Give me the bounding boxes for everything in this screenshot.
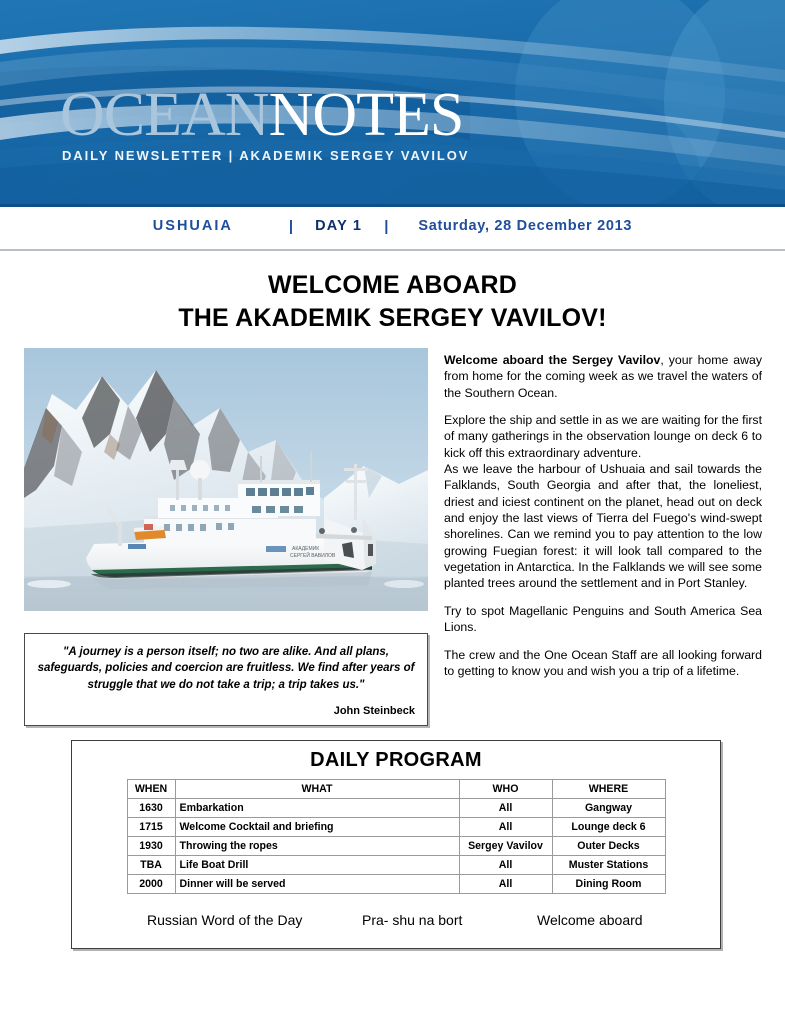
datebar-city: USHUAIA [152, 218, 233, 234]
russian-word-label: Russian Word of the Day [147, 912, 303, 928]
table-row [127, 856, 665, 875]
cell-when: TBA [127, 856, 175, 875]
cell-where: Muster Stations [552, 856, 665, 875]
datebar-separator-1: | [288, 217, 294, 235]
cell-what: Throwing the ropes [175, 837, 459, 856]
table-row [127, 799, 665, 818]
daily-program-table [127, 779, 666, 894]
column-header-what: WHAT [175, 780, 459, 799]
russian-word-transliteration: Pra- shu na bort [362, 912, 463, 928]
issue-datebar [0, 207, 785, 251]
cell-who: All [459, 799, 552, 818]
masthead-banner [0, 0, 785, 207]
logo-primary-text: OCEAN [60, 81, 269, 149]
cell-when: 1715 [127, 818, 175, 837]
quote-box [24, 633, 428, 726]
right-column [444, 348, 762, 690]
column-header-where: WHERE [552, 780, 665, 799]
article-paragraph-3: As we leave the harbour of Ushuaia and sail towards the Falklands, South Georgia and after that, the loneliest, driest and iciest continent on the planet, head out on deck and enjoy the last views of Tierra del Fuego's wind-swept shorelines. Can we remind you to pay attention to the low growing Fuegian forest: it will look tall compared to the vegetation in Antarctica. In the Falklands we will see some planted trees around the settlement and in Port Stanley. [444, 462, 762, 591]
cell-what: Embarkation [175, 799, 459, 818]
daily-program-title: DAILY PROGRAM [310, 749, 482, 771]
cell-what: Welcome Cocktail and briefing [175, 818, 459, 837]
quote-author: John Steinbeck [333, 704, 415, 717]
datebar-day: DAY 1 [315, 218, 363, 234]
article-lead-bold: Welcome aboard the Sergey Vavilov [444, 353, 661, 367]
russian-word-meaning: Welcome aboard [537, 912, 643, 928]
headline-line-1: WELCOME ABOARD [267, 271, 518, 299]
cell-who: All [459, 875, 552, 894]
main-content [0, 348, 785, 726]
russian-word-of-the-day [72, 912, 720, 928]
datebar-separator-2: | [384, 217, 389, 235]
table-row [127, 818, 665, 837]
table-header-row [127, 780, 665, 799]
cell-where: Lounge deck 6 [552, 818, 665, 837]
headline-line-2: THE AKADEMIK SERGEY VAVILOV! [178, 303, 607, 332]
column-header-who: WHO [459, 780, 552, 799]
cell-where: Gangway [552, 799, 665, 818]
masthead-logo [60, 81, 464, 149]
left-column [24, 348, 428, 726]
column-header-when: WHEN [127, 780, 175, 799]
article-lead-rest: , your home away from home for the coming week as we travel the waters of the Southern Ocean. [444, 353, 762, 400]
svg-text:АКАДЕМИК: АКАДЕМИК [292, 546, 320, 552]
logo-secondary-text: NOTES [268, 81, 464, 149]
quote-text: "A journey is a person itself; no two are alike. And all plans, safeguards, policies and coercion are fruitless. We find after years of struggle that we do not take a trip; a trip takes us." [37, 646, 415, 691]
table-row [127, 837, 665, 856]
masthead-tagline: DAILY NEWSLETTER | AKADEMIK SERGEY VAVILOV [62, 148, 470, 163]
cell-where: Outer Decks [552, 837, 665, 856]
article-paragraph-4: Try to spot Magellanic Penguins and South America Sea Lions. [444, 603, 762, 635]
page-title [0, 269, 785, 334]
table-row [127, 875, 665, 894]
datebar-date: Saturday, 28 December 2013 [418, 218, 633, 234]
cell-who: Sergey Vavilov [459, 837, 552, 856]
svg-text:СЕРГЕЙ ВАВИЛОВ: СЕРГЕЙ ВАВИЛОВ [290, 553, 336, 559]
cell-who: All [459, 818, 552, 837]
cell-what: Life Boat Drill [175, 856, 459, 875]
cell-when: 2000 [127, 875, 175, 894]
cell-who: All [459, 856, 552, 875]
article-paragraph-2: Explore the ship and settle in as we are waiting for the first of many gatherings in the observation lounge on deck 6 to kick off this extraordinary adventure. [444, 413, 762, 460]
ship-photo [24, 348, 428, 611]
cell-when: 1930 [127, 837, 175, 856]
cell-where: Dining Room [552, 875, 665, 894]
cell-what: Dinner will be served [175, 875, 459, 894]
article-paragraph-5: The crew and the One Ocean Staff are all looking forward to getting to know you and wish you a trip of a lifetime. [444, 647, 762, 678]
daily-program-box [71, 740, 721, 949]
cell-when: 1630 [127, 799, 175, 818]
article-paragraph-1 [444, 352, 762, 401]
